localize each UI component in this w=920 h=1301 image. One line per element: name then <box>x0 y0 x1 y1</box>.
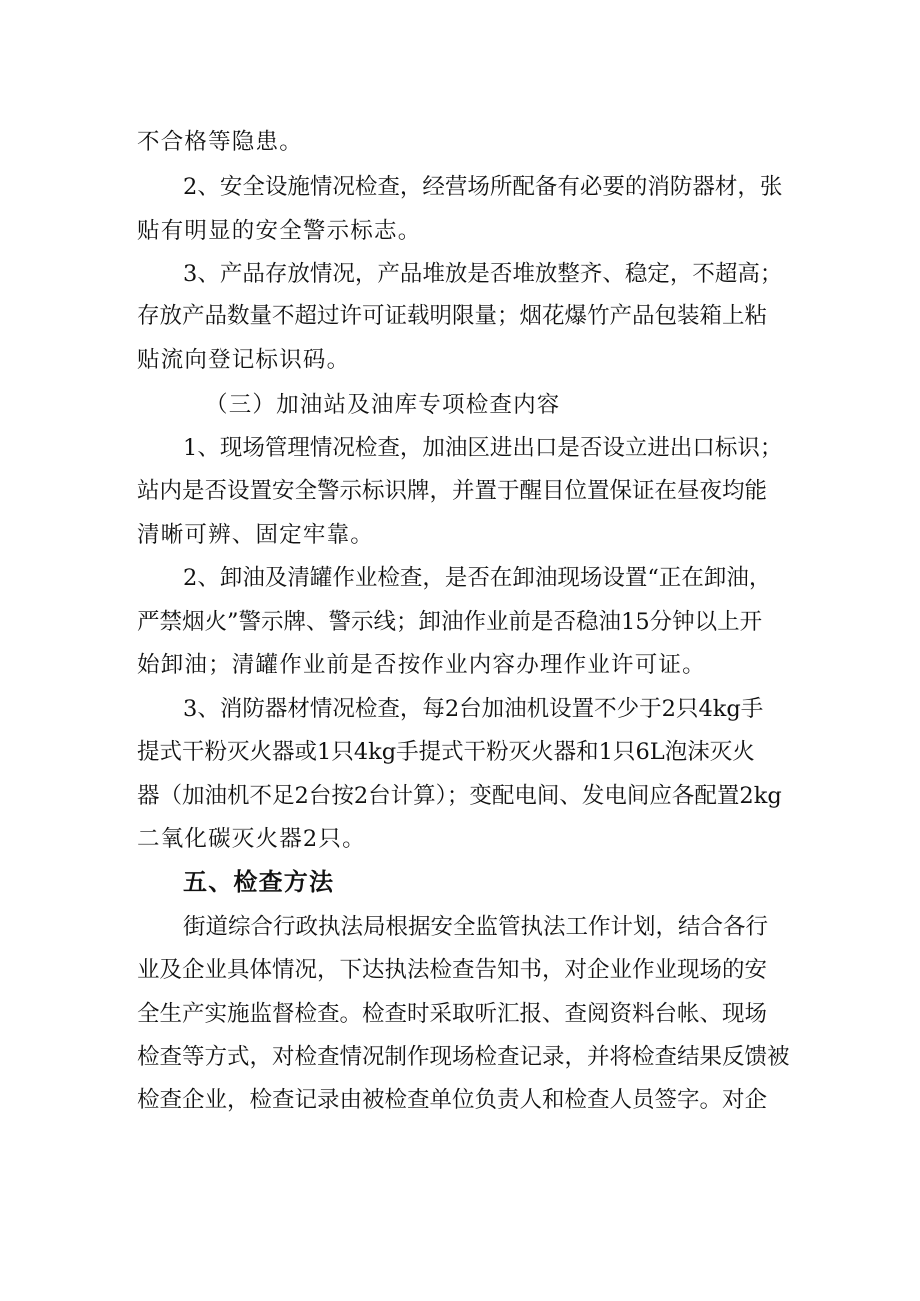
section-heading: 五、检查方法 <box>183 868 335 896</box>
text-line: 检查企业，检查记录由被检查单位负责人和检查人员签字。对企 <box>137 1087 768 1113</box>
text-line: 业及企业具体情况，下达执法检查告知书，对企业作业现场的安 <box>137 957 768 983</box>
text-line: 2、安全设施情况检查，经营场所配备有必要的消防器材，张 <box>183 174 783 200</box>
text-line: 全生产实施监督检查。检查时采取听汇报、查阅资料台帐、现场 <box>137 1001 768 1027</box>
text-line: 清晰可辨、固定牢靠。 <box>137 522 375 548</box>
text-line: 贴有明显的安全警示标志。 <box>137 218 422 244</box>
text-line: 贴流向登记标识码。 <box>137 347 351 373</box>
section-subheading: （三）加油站及油库专项检查内容 <box>205 392 561 418</box>
text-line: 提式干粉灭火器或1只4kg手提式干粉灭火器和1只6L泡沫灭火 <box>137 739 755 765</box>
text-line: 严禁烟火”警示牌、警示线；卸油作业前是否稳油15分钟以上开 <box>137 609 763 635</box>
text-line: 存放产品数量不超过许可证载明限量；烟花爆竹产品包装箱上粘 <box>137 303 768 329</box>
text-line: 2、卸油及清罐作业检查，是否在卸油现场设置“正在卸油， <box>183 565 772 591</box>
text-line: 街道综合行政执法局根据安全监管执法工作计划，结合各行 <box>183 914 769 940</box>
text-line: 3、产品存放情况，产品堆放是否堆放整齐、稳定，不超高； <box>183 261 783 287</box>
text-line: 3、消防器材情况检查，每2台加油机设置不少于2只4kg手 <box>183 696 764 722</box>
text-line: 始卸油；清罐作业前是否按作业内容办理作业许可证。 <box>137 652 706 678</box>
text-line: 1、现场管理情况检查，加油区进出口是否设立进出口标识； <box>183 435 783 461</box>
text-line: 二氧化碳灭火器2只。 <box>137 826 366 852</box>
text-line: 站内是否设置安全警示标识牌，并置于醒目位置保证在昼夜均能 <box>137 478 768 504</box>
text-line: 不合格等隐患。 <box>137 129 303 155</box>
text-line: 器（加油机不足2台按2台计算）；变配电间、发电间应各配置2kg <box>137 783 782 809</box>
text-line: 检查等方式，对检查情况制作现场检查记录，并将检查结果反馈被 <box>137 1044 790 1070</box>
